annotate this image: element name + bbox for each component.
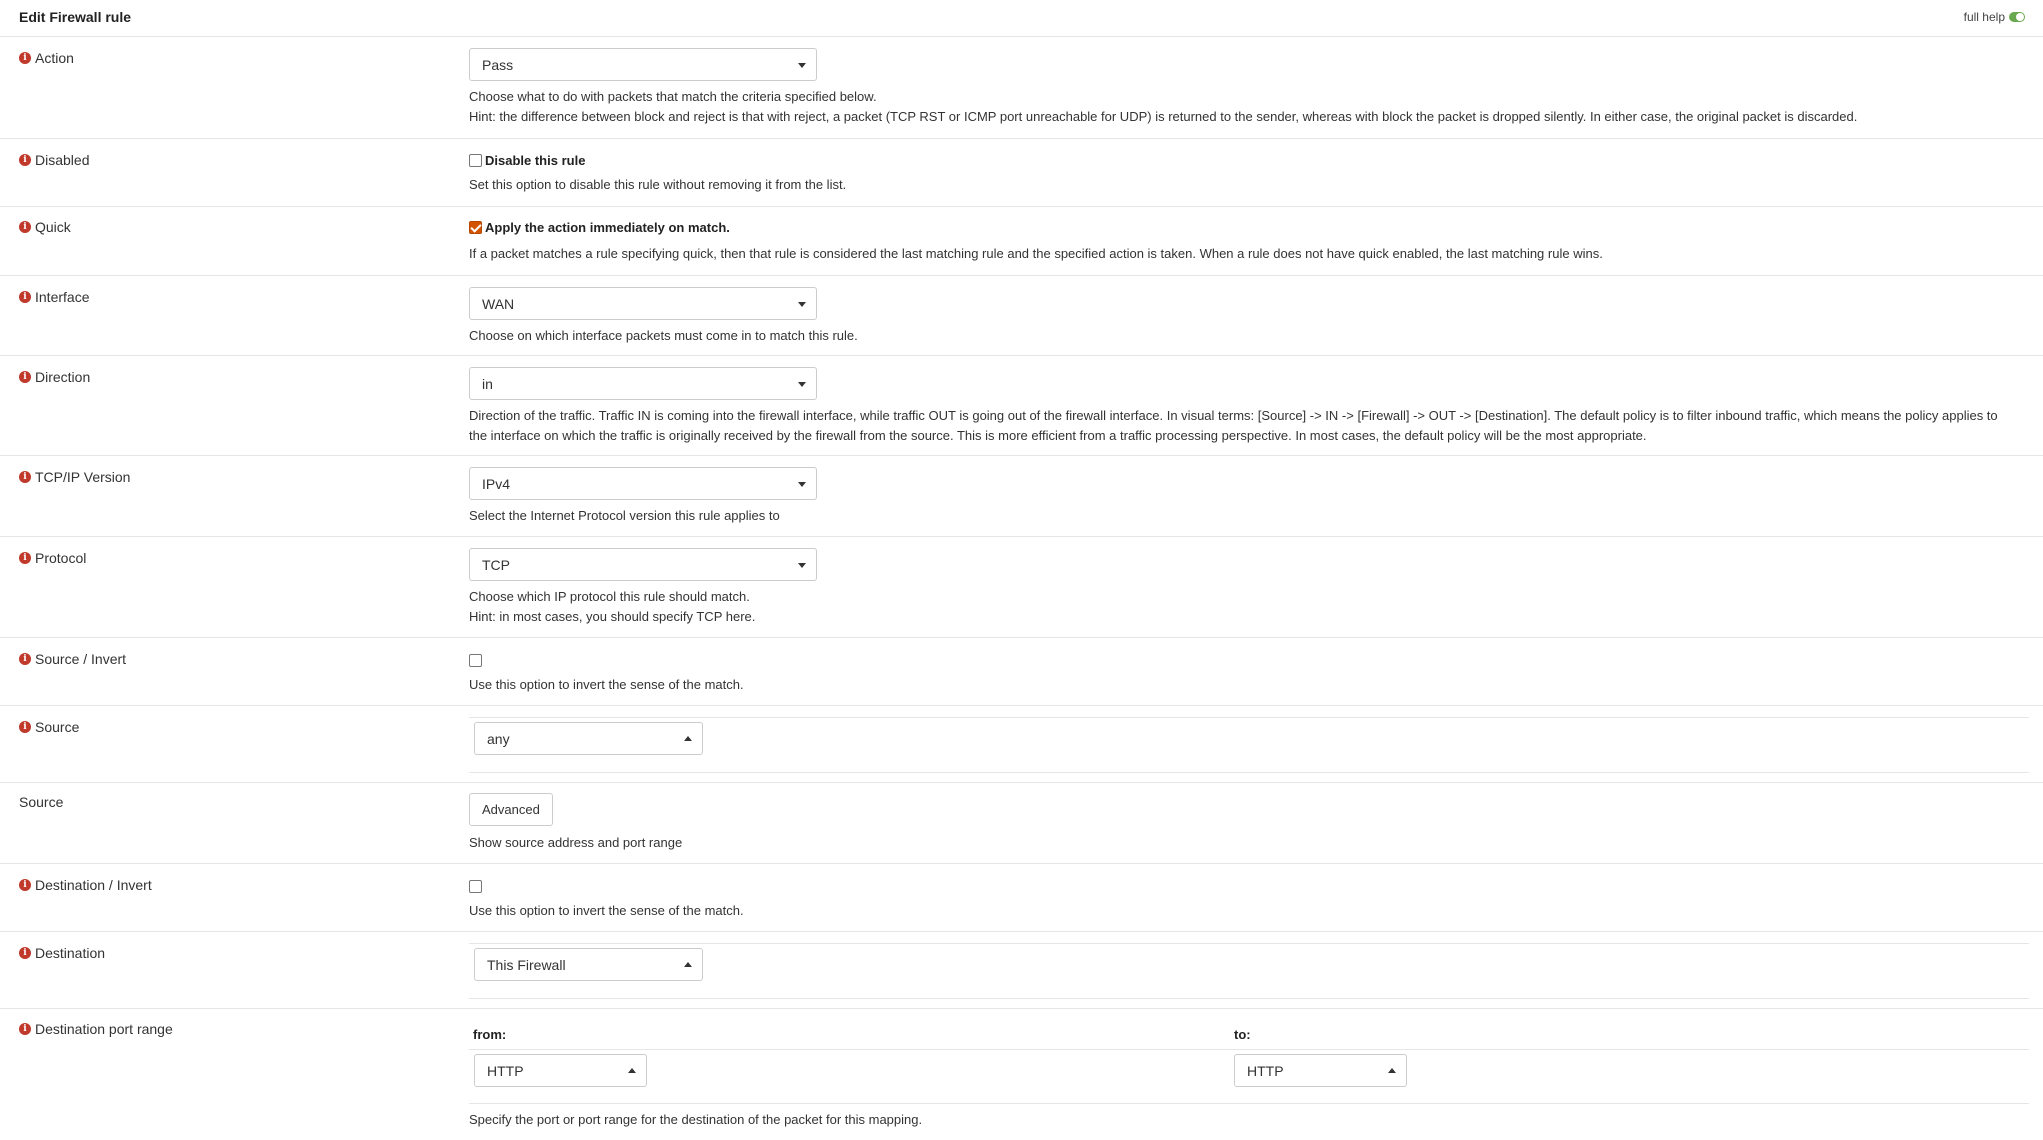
- info-icon[interactable]: i: [19, 471, 31, 483]
- page-header: [0, 0, 2043, 37]
- action-label: i Action: [19, 50, 74, 66]
- info-icon[interactable]: i: [19, 653, 31, 665]
- caret-down-icon: [798, 63, 806, 68]
- caret-down-icon: [798, 563, 806, 568]
- disabled-label: i Disabled: [19, 152, 89, 168]
- caret-up-icon: [628, 1068, 636, 1073]
- advanced-button[interactable]: Advanced: [469, 793, 553, 826]
- info-icon[interactable]: i: [19, 879, 31, 891]
- destination-box: [469, 943, 2029, 999]
- row-protocol: [0, 537, 2043, 638]
- info-icon[interactable]: i: [19, 154, 31, 166]
- caret-down-icon: [798, 302, 806, 307]
- info-icon[interactable]: i: [19, 1023, 31, 1035]
- row-disabled: [0, 139, 2043, 207]
- direction-help: Direction of the traffic. Traffic IN is coming into the firewall interface, while traffic OUT is going out of the firewall interface. In visual terms: [Source] -> IN -> [Firewall] -> OUT -> [Destination]. The default policy is to filter inbound traffic, which means the policy applies to the interface on which the traffic is originally received by the firewall from the source. This is more efficient from a traffic processing perspective. In most cases, the default policy will be the most appropriate.: [469, 408, 1998, 443]
- row-action: [0, 37, 2043, 139]
- source-advanced-help: Show source address and port range: [469, 835, 683, 850]
- disabled-checkbox-label[interactable]: Disable this rule: [485, 153, 586, 168]
- destination-port-help: Specify the port or port range for the destination of the packet for this mapping.: [469, 1112, 923, 1127]
- to-port-select[interactable]: HTTP: [1234, 1054, 1407, 1087]
- action-select[interactable]: Pass: [469, 48, 817, 81]
- destination-invert-help: Use this option to invert the sense of the match.: [469, 903, 744, 918]
- protocol-select[interactable]: TCP: [469, 548, 817, 581]
- row-destination-port-range: [0, 1009, 2043, 1140]
- row-interface: [0, 276, 2043, 356]
- interface-label: i Interface: [19, 289, 89, 305]
- protocol-help: Choose which IP protocol this rule should match. Hint: in most cases, you should specify TCP here.: [469, 589, 756, 624]
- row-direction: [0, 356, 2043, 456]
- page-title: Edit Firewall rule: [19, 9, 132, 25]
- source-advanced-label: Source: [19, 794, 64, 810]
- interface-select[interactable]: WAN: [469, 287, 817, 320]
- destination-invert-checkbox[interactable]: [469, 880, 482, 893]
- full-help-toggle[interactable]: [1964, 10, 2025, 24]
- row-destination: [0, 932, 2043, 1009]
- ipversion-select[interactable]: IPv4: [469, 467, 817, 500]
- caret-up-icon: [684, 736, 692, 741]
- caret-down-icon: [798, 482, 806, 487]
- info-icon[interactable]: i: [19, 52, 31, 64]
- info-icon[interactable]: i: [19, 947, 31, 959]
- row-destination-invert: [0, 864, 2043, 932]
- quick-help: If a packet matches a rule specifying quick, then that rule is considered the last matching rule and the specified action is taken. When a rule does not have quick enabled, the last matching rule wins.: [469, 246, 1603, 261]
- caret-up-icon: [1388, 1068, 1396, 1073]
- quick-checkbox-label[interactable]: Apply the action immediately on match.: [485, 220, 730, 235]
- info-icon[interactable]: i: [19, 721, 31, 733]
- row-source: [0, 706, 2043, 783]
- disabled-checkbox[interactable]: [469, 154, 482, 167]
- caret-up-icon: [684, 962, 692, 967]
- row-quick: [0, 207, 2043, 276]
- action-help: Choose what to do with packets that match the criteria specified below. Hint: the difference between block and reject is that with reject, a packet (TCP RST or ICMP port unreachable for UDP) is returned to the sender, whereas with block the packet is dropped silently. In either case, the original packet is discarded.: [469, 89, 1858, 124]
- quick-checkbox[interactable]: [469, 221, 482, 234]
- from-label: from:: [473, 1027, 507, 1042]
- protocol-label: i Protocol: [19, 550, 86, 566]
- toggle-on-icon[interactable]: [2009, 12, 2025, 22]
- source-invert-help: Use this option to invert the sense of the match.: [469, 677, 744, 692]
- destination-invert-label: i Destination / Invert: [19, 877, 152, 893]
- row-source-invert: [0, 638, 2043, 706]
- source-invert-label: i Source / Invert: [19, 651, 126, 667]
- info-icon[interactable]: i: [19, 221, 31, 233]
- info-icon[interactable]: i: [19, 552, 31, 564]
- ipversion-help: Select the Internet Protocol version this rule applies to: [469, 508, 780, 523]
- caret-down-icon: [798, 382, 806, 387]
- source-invert-checkbox[interactable]: [469, 654, 482, 667]
- row-source-advanced: [0, 783, 2043, 864]
- info-icon[interactable]: i: [19, 371, 31, 383]
- destination-select[interactable]: This Firewall: [474, 948, 703, 981]
- full-help-label: full help: [1963, 10, 2005, 24]
- row-ipversion: [0, 456, 2043, 537]
- direction-select[interactable]: in: [469, 367, 817, 400]
- ipversion-label: i TCP/IP Version: [19, 469, 130, 485]
- source-box: [469, 717, 2029, 773]
- quick-label: i Quick: [19, 219, 71, 235]
- to-label: to:: [1234, 1027, 1251, 1042]
- source-label: i Source: [19, 719, 79, 735]
- from-port-select[interactable]: HTTP: [474, 1054, 647, 1087]
- direction-label: i Direction: [19, 369, 90, 385]
- destination-label: i Destination: [19, 945, 105, 961]
- destination-port-range-label: i Destination port range: [19, 1021, 173, 1037]
- source-select[interactable]: any: [474, 722, 703, 755]
- interface-help: Choose on which interface packets must come in to match this rule.: [469, 328, 858, 343]
- info-icon[interactable]: i: [19, 291, 31, 303]
- disabled-help: Set this option to disable this rule without removing it from the list.: [469, 177, 847, 192]
